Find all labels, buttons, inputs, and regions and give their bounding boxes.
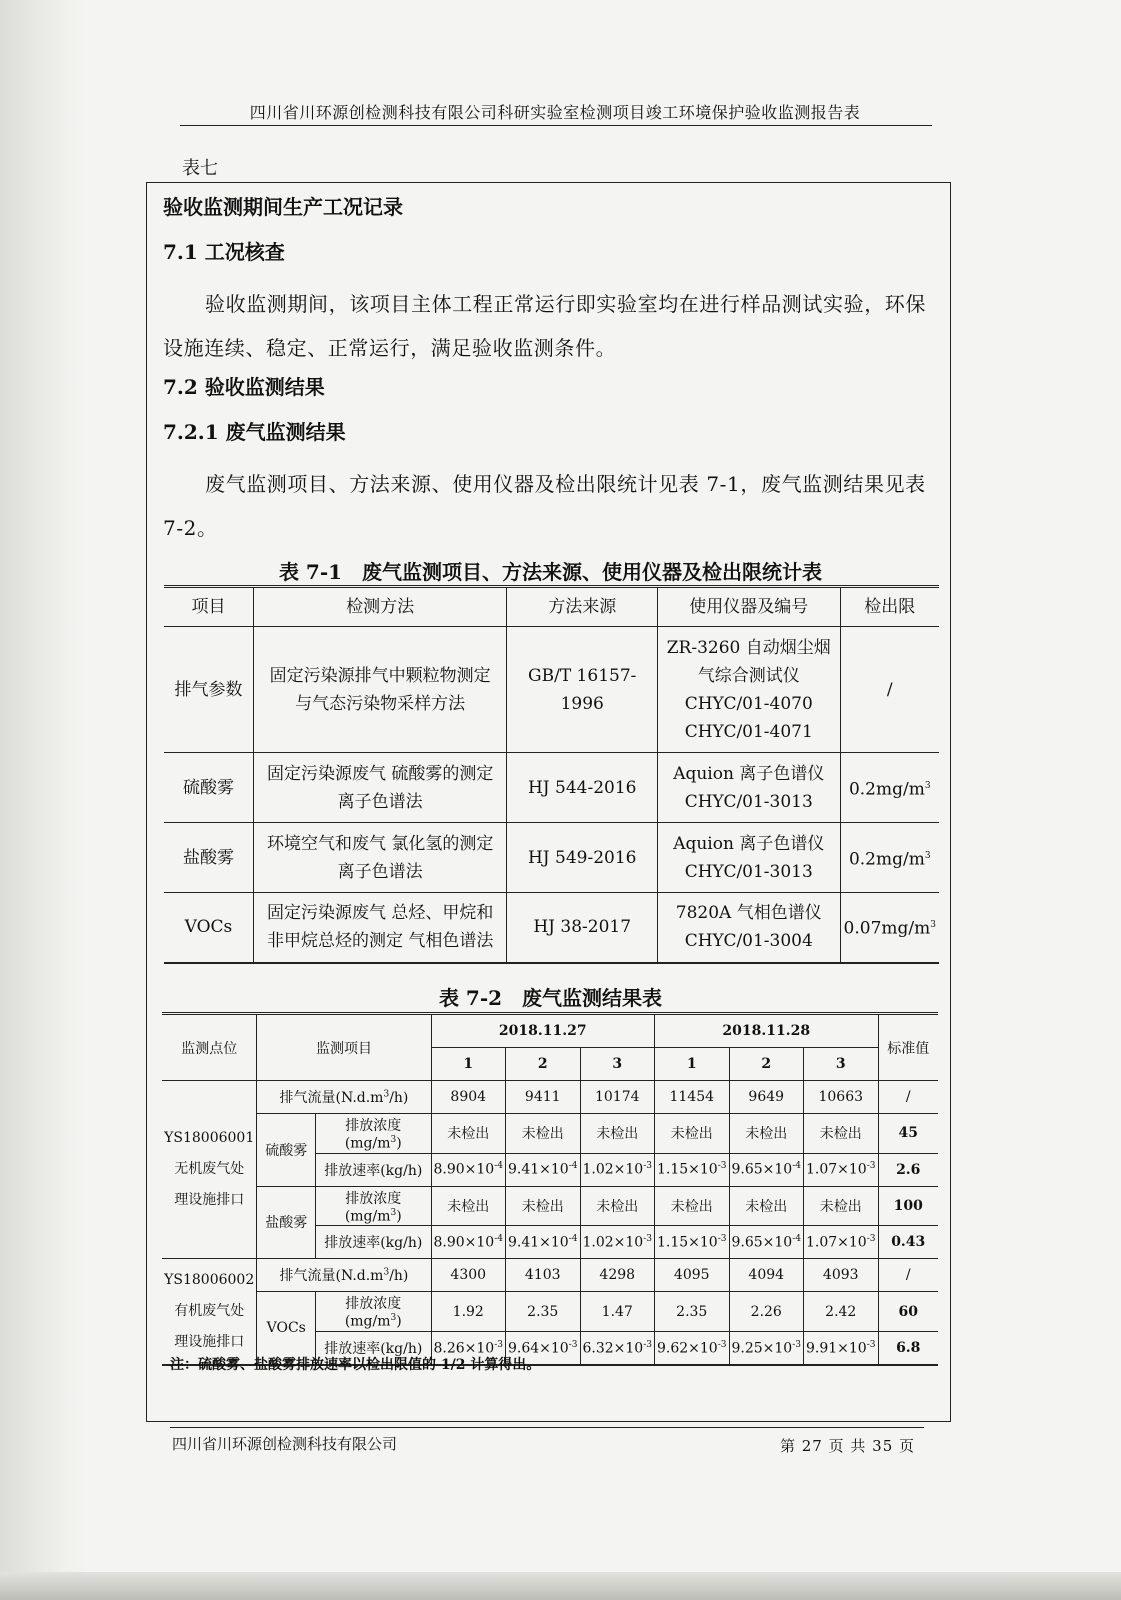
value-cell: 4093: [804, 1259, 879, 1292]
method-line: 固定污染源废气 硫酸雾的测定: [266, 763, 494, 784]
value-cell: 未检出: [580, 1114, 655, 1154]
value-cell: 未检出: [580, 1186, 655, 1226]
method-line: 固定污染源排气中颗粒物测定: [269, 665, 491, 686]
value-cell: $1.07\times 10^{-3}$: [804, 1153, 879, 1186]
monitoring-point-cell: [162, 1259, 257, 1365]
value-cell: $9.64\times 10^{-3}$: [506, 1331, 581, 1365]
item-cell: 排放浓度$(mg/m^3)$: [316, 1114, 431, 1154]
table-note: 注：硫酸雾、盐酸雾排放速率以检出限值的 1/2 计算得出。: [170, 1357, 541, 1373]
value-cell: 9411: [506, 1081, 581, 1114]
value-cell: $9.62\times 10^{-3}$: [655, 1331, 730, 1365]
table-row: [164, 893, 939, 963]
value-cell: 未检出: [506, 1114, 581, 1154]
table-row: [162, 1114, 938, 1154]
item-cell: 排放速率(kg/h): [316, 1331, 431, 1365]
run-header: 2: [506, 1048, 581, 1081]
item-cell: 硫酸雾: [164, 753, 253, 823]
header-cell: 检测方法: [253, 587, 507, 627]
paragraph-7-2-1: 废气监测项目、方法来源、使用仪器及检出限统计见表 7-1，废气监测结果见表 7-2。: [163, 472, 926, 540]
standard-cell: 6.8: [878, 1331, 938, 1365]
item-cell: VOCs: [164, 893, 253, 963]
paragraph-7-1: 验收监测期间，该项目主体工程正常运行即实验室均在进行样品测试实验，环保设施连续、稳定、正常运行，满足验收监测条件。: [163, 292, 926, 360]
source-cell: HJ 544-2016: [507, 753, 658, 823]
value-cell: $9.25\times 10^{-3}$: [729, 1331, 804, 1365]
header-cell: 方法来源: [507, 587, 658, 627]
header-cell: 项目: [164, 587, 253, 627]
page-header: 四川省川环源创检测科技有限公司科研实验室检测项目竣工环境保护验收监测报告表: [249, 103, 861, 122]
instrument-line: ZR-3260 自动烟尘烟: [666, 637, 831, 658]
value-cell: 未检出: [804, 1186, 879, 1226]
item-cell: 排气流量$(N.d.m^3/h)$: [257, 1259, 431, 1292]
item-cell: 排放浓度$(mg/m^3)$: [316, 1186, 431, 1226]
run-header: 2: [729, 1048, 804, 1081]
table-7-1-caption: 表 7-1 废气监测项目、方法来源、使用仪器及检出限统计表: [278, 560, 823, 584]
header-cell: 使用仪器及编号: [658, 587, 841, 627]
monitoring-point-cell: [162, 1081, 257, 1259]
standard-cell: 45: [878, 1114, 938, 1154]
limit-cell: $0.2mg/m^3$: [840, 753, 939, 823]
limit-cell: $0.07mg/m^3$: [840, 893, 939, 963]
method-line: 与气态污染物采样方法: [295, 693, 466, 714]
header-cell: 检出限: [840, 587, 939, 627]
instrument-line: CHYC/01-4071: [684, 721, 813, 742]
value-cell: $1.07\times 10^{-3}$: [804, 1226, 879, 1259]
table-row: [162, 1292, 938, 1332]
instrument-line: Aquion 离子色谱仪: [673, 833, 825, 854]
standard-cell: 2.6: [878, 1153, 938, 1186]
value-cell: 4103: [506, 1259, 581, 1292]
value-cell: 1.47: [580, 1292, 655, 1332]
standard-cell: /: [878, 1259, 938, 1292]
source-cell: HJ 549-2016: [507, 823, 658, 893]
value-cell: 未检出: [655, 1186, 730, 1226]
run-header: 3: [804, 1048, 879, 1081]
value-cell: 2.42: [804, 1292, 879, 1332]
value-cell: $1.15\times 10^{-3}$: [655, 1226, 730, 1259]
value-cell: $1.02\times 10^{-3}$: [580, 1153, 655, 1186]
value-cell: 未检出: [729, 1186, 804, 1226]
pollutant-cell: VOCs: [257, 1292, 316, 1365]
value-cell: 11454: [655, 1081, 730, 1114]
value-cell: $9.91\times 10^{-3}$: [804, 1331, 879, 1365]
instrument-line: 气综合测试仪: [697, 665, 800, 686]
table-7-1: [164, 585, 939, 964]
point-line: 理设施排口: [174, 1192, 245, 1209]
table-row: [164, 627, 939, 753]
value-cell: 4298: [580, 1259, 655, 1292]
limit-cell: $0.2mg/m^3$: [840, 823, 939, 893]
table-7-2-caption: 表 7-2 废气监测结果表: [438, 986, 663, 1010]
value-cell: 10663: [804, 1081, 879, 1114]
table-label: 表七: [182, 158, 218, 179]
instrument-line: CHYC/01-3004: [684, 931, 813, 952]
heading-7-2-1: 7.2.1 废气监测结果: [163, 420, 346, 444]
item-cell: 排放速率(kg/h): [316, 1226, 431, 1259]
value-cell: $8.90\times 10^{-4}$: [431, 1153, 506, 1186]
value-cell: 9649: [729, 1081, 804, 1114]
point-line: 有机废气处: [174, 1303, 245, 1320]
page-number: 第 27 页 共 35 页: [780, 1437, 916, 1455]
value-cell: 8904: [431, 1081, 506, 1114]
value-cell: 2.26: [729, 1292, 804, 1332]
header-cell: 监测点位: [162, 1014, 257, 1081]
value-cell: 4094: [729, 1259, 804, 1292]
value-cell: 4300: [431, 1259, 506, 1292]
method-cell: [253, 823, 507, 893]
date-header: 2018.11.28: [655, 1014, 879, 1048]
point-line: YS18006001: [164, 1130, 255, 1147]
table-header-row: [162, 1014, 938, 1048]
value-cell: 1.92: [431, 1292, 506, 1332]
scan-edge-shadow: [0, 0, 88, 1600]
pollutant-cell: 硫酸雾: [257, 1114, 316, 1187]
header-cell: 标准值: [878, 1014, 938, 1081]
value-cell: 未检出: [506, 1186, 581, 1226]
table-header-row: [164, 587, 939, 627]
table-row: [162, 1259, 938, 1292]
point-line: 理设施排口: [174, 1334, 245, 1351]
value-cell: $8.26\times 10^{-3}$: [431, 1331, 506, 1365]
method-line: 离子色谱法: [337, 791, 423, 812]
source-cell: GB/T 16157-1996: [507, 627, 658, 753]
value-cell: 4095: [655, 1259, 730, 1292]
instrument-cell: [658, 753, 841, 823]
point-line: YS18006002: [164, 1272, 255, 1289]
value-cell: $6.32\times 10^{-3}$: [580, 1331, 655, 1365]
table-row: [164, 753, 939, 823]
table-7-2: [162, 1012, 938, 1366]
value-cell: 未检出: [431, 1186, 506, 1226]
value-cell: 未检出: [431, 1114, 506, 1154]
header-cell: 监测项目: [257, 1014, 431, 1081]
instrument-line: CHYC/01-3013: [684, 861, 813, 882]
value-cell: 10174: [580, 1081, 655, 1114]
table-row: [162, 1081, 938, 1114]
method-cell: [253, 893, 507, 963]
heading-7-1: 7.1 工况核查: [163, 240, 285, 264]
method-line: 环境空气和废气 氯化氢的测定: [266, 833, 494, 854]
footer-rule: [170, 1427, 924, 1428]
method-line: 非甲烷总烃的测定 气相色谱法: [266, 931, 494, 952]
instrument-line: 7820A 气相色谱仪: [675, 903, 822, 924]
standard-cell: 0.43: [878, 1226, 938, 1259]
standard-cell: /: [878, 1081, 938, 1114]
value-cell: $9.65\times 10^{-4}$: [729, 1153, 804, 1186]
footer-company: 四川省川环源创检测科技有限公司: [172, 1435, 398, 1453]
value-cell: $9.65\times 10^{-4}$: [729, 1226, 804, 1259]
value-cell: 未检出: [655, 1114, 730, 1154]
instrument-cell: [658, 893, 841, 963]
standard-cell: 60: [878, 1292, 938, 1332]
value-cell: $9.41\times 10^{-4}$: [506, 1226, 581, 1259]
method-line: 固定污染源废气 总烃、甲烷和: [266, 903, 494, 924]
method-cell: [253, 627, 507, 753]
section-title: 验收监测期间生产工况记录: [163, 195, 403, 219]
run-header: 1: [431, 1048, 506, 1081]
table-row: [164, 823, 939, 893]
limit-cell: /: [840, 627, 939, 753]
value-cell: 2.35: [655, 1292, 730, 1332]
heading-7-2: 7.2 验收监测结果: [163, 375, 325, 399]
value-cell: 未检出: [804, 1114, 879, 1154]
instrument-cell: [658, 627, 841, 753]
instrument-line: CHYC/01-3013: [684, 791, 813, 812]
instrument-line: Aquion 离子色谱仪: [673, 763, 825, 784]
run-header: 3: [580, 1048, 655, 1081]
item-cell: 排放速率(kg/h): [316, 1153, 431, 1186]
value-cell: 未检出: [729, 1114, 804, 1154]
value-cell: $1.15\times 10^{-3}$: [655, 1153, 730, 1186]
method-line: 离子色谱法: [337, 861, 423, 882]
value-cell: 2.35: [506, 1292, 581, 1332]
scan-bottom-edge: [0, 1572, 1121, 1600]
point-line: 无机废气处: [174, 1161, 245, 1178]
method-cell: [253, 753, 507, 823]
value-cell: $8.90\times 10^{-4}$: [431, 1226, 506, 1259]
value-cell: $1.02\times 10^{-3}$: [580, 1226, 655, 1259]
pollutant-cell: 盐酸雾: [257, 1186, 316, 1259]
item-cell: 盐酸雾: [164, 823, 253, 893]
header-rule: [180, 125, 932, 126]
date-header: 2018.11.27: [431, 1014, 655, 1048]
run-header: 1: [655, 1048, 730, 1081]
table-row: [162, 1186, 938, 1226]
source-cell: HJ 38-2017: [507, 893, 658, 963]
item-cell: 排气参数: [164, 627, 253, 753]
item-cell: 排放浓度$(mg/m^3)$: [316, 1292, 431, 1332]
value-cell: $9.41\times 10^{-4}$: [506, 1153, 581, 1186]
item-cell: 排气流量$(N.d.m^3/h)$: [257, 1081, 431, 1114]
standard-cell: 100: [878, 1186, 938, 1226]
instrument-cell: [658, 823, 841, 893]
instrument-line: CHYC/01-4070: [684, 693, 813, 714]
